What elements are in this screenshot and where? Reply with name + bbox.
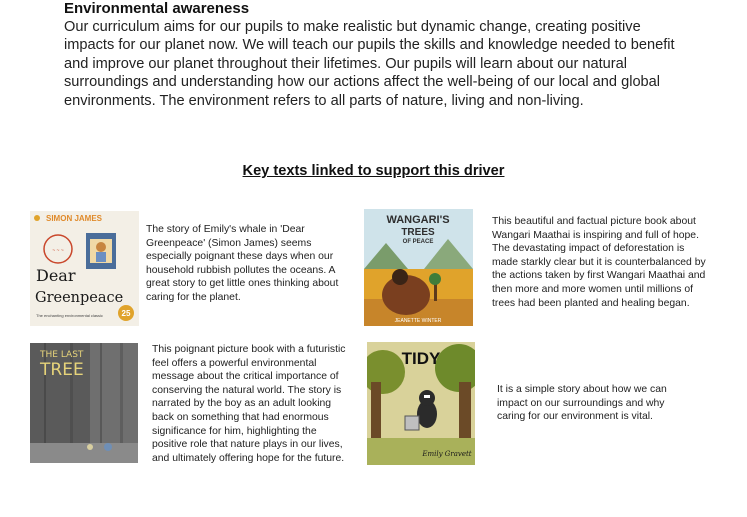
dear-greenpeace-cover <box>30 211 139 326</box>
wangari-author: JEANETTE WINTER <box>394 318 442 324</box>
dear-greenpeace-title-2: Greenpeace <box>35 290 124 306</box>
svg-text:~ ~ ~: ~ ~ ~ <box>52 248 64 254</box>
wangari-title-2: TREES <box>401 227 435 238</box>
tidy-author: Emily Gravett <box>422 450 472 458</box>
last-tree-description: This poignant picture book with a futuristic feel offers a powerful environmental message about the critical importance of conserving the natural world. The story is narrated by the boy as an adult looking back on something that had enormous significance for him, highlighting the positive role that nature plays in our lives, and ultimately offering hope for the future. <box>152 344 346 464</box>
dear-greenpeace-title-1: Dear <box>36 266 76 285</box>
dear-greenpeace-badge: 25 <box>121 309 131 318</box>
section-heading: Environmental awareness <box>64 0 250 17</box>
last-tree-title-2: TREE <box>40 360 84 380</box>
wangari-cover <box>364 209 473 326</box>
dear-greenpeace-author: SIMON JAMES <box>46 214 103 223</box>
key-texts-heading: Key texts linked to support this driver <box>242 163 505 179</box>
dear-greenpeace-description-text: The story of Emily's whale in 'Dear Greenpeace' (Simon James) seems especially poignant these days when our household rubbish pollutes the oceans. A great story to get little ones thinking about caring for the planet. <box>146 224 339 303</box>
tidy-title: TIDY <box>401 349 441 368</box>
wangari-title-3: OF PEACE <box>402 239 434 245</box>
last-tree-title-1: THE LAST <box>40 350 84 360</box>
tidy-cover <box>367 342 475 465</box>
tidy-description: It is a simple story about how we can impact on our surroundings and why caring for our environment is vital. <box>497 384 667 423</box>
wangari-title-1: WANGARI'S <box>386 214 450 226</box>
dear-greenpeace-tagline: The enchanting environmental classic <box>36 313 103 318</box>
wangari-description: This beautiful and factual picture book about Wangari Maathai is inspiring and full of hope. The devastating impact of deforestation is made starkly clear but it is counterbalanced by the actions taken by first Wangari Maathai and then more and more women until millions of trees had been planted and healing began. <box>492 216 706 309</box>
last-tree-cover <box>30 343 138 463</box>
intro-paragraph: Our curriculum aims for our pupils to make realistic but dynamic change, creating positive impacts for our planet now. We will teach our pupils the skills and knowledge needed to benefit and improve our planet throughout their lifetimes. Our pupils will learn about our natural surroundings and understanding how our actions affect the well-being of our local and global environments. The environment refers to all parts of nature, living and non-living. <box>64 19 675 109</box>
